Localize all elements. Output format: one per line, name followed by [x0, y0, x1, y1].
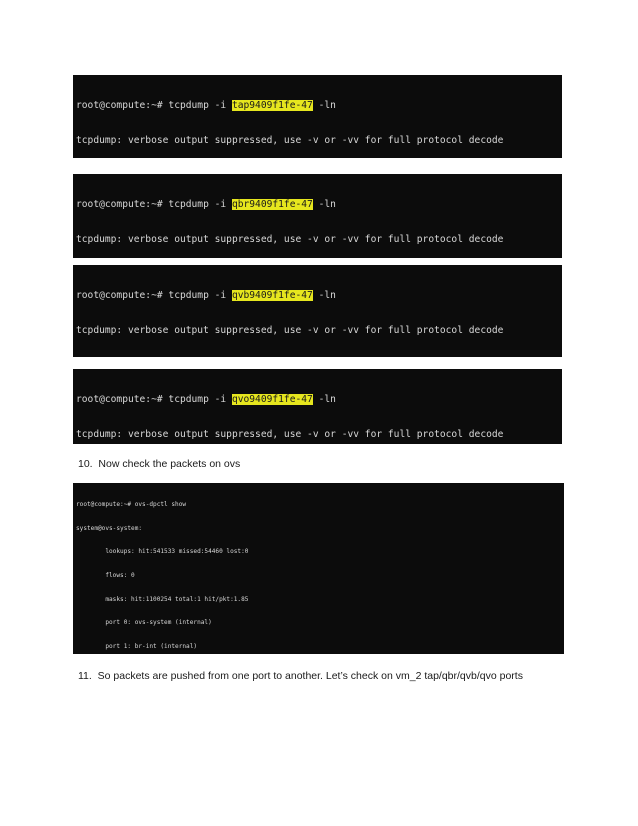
interface-highlight: tap9409f1fe-47	[231, 100, 313, 112]
prompt-text: root@compute:~# tcpdump -i	[76, 100, 232, 112]
prompt-text: root@compute:~# tcpdump -i	[76, 290, 232, 302]
interface-highlight: qbr9409f1fe-47	[231, 199, 313, 211]
output-line: tcpdump: verbose output suppressed, use -v or -vv for full protocol decode	[76, 324, 504, 336]
output-line: tcpdump: verbose output suppressed, use -v or -vv for full protocol decode	[76, 428, 504, 440]
step-11-caption: 11. So packets are pushed from one port to another. Let’s check on vm_2 tap/qbr/qvb/qvo ports	[78, 670, 523, 682]
step-10-caption: 10. Now check the packets on ovs	[78, 458, 241, 470]
output-line: masks: hit:1100254 total:1 hit/pkt:1.85	[76, 595, 249, 603]
command-suffix: -ln	[312, 394, 336, 406]
command-line	[76, 394, 559, 406]
interface-highlight: qvb9409f1fe-47	[231, 290, 313, 302]
output-line: tcpdump: verbose output suppressed, use -v or -vv for full protocol decode	[76, 134, 504, 146]
output-line: lookups: hit:541533 missed:54460 lost:0	[76, 548, 249, 556]
prompt-text: root@compute:~# tcpdump -i	[76, 394, 232, 406]
output-line: flows: 0	[76, 571, 135, 579]
port-line: port 1: br-int (internal)	[76, 643, 198, 651]
command-line	[76, 290, 559, 302]
terminal-ovs-dpctl	[73, 483, 564, 654]
command-line: root@compute:~# ovs-dpctl show	[76, 500, 187, 508]
command-suffix: -ln	[312, 199, 336, 211]
port-line: port 0: ovs-system (internal)	[76, 619, 212, 627]
command-suffix: -ln	[312, 100, 336, 112]
output-line: tcpdump: verbose output suppressed, use -v or -vv for full protocol decode	[76, 233, 504, 245]
terminal-tap	[73, 75, 562, 158]
terminal-qvb	[73, 265, 562, 357]
terminal-qvo	[73, 369, 562, 444]
interface-highlight: qvo9409f1fe-47	[231, 394, 313, 406]
command-line	[76, 199, 559, 211]
command-suffix: -ln	[312, 290, 336, 302]
terminal-qbr	[73, 174, 562, 258]
prompt-text: root@compute:~# tcpdump -i	[76, 199, 232, 211]
command-line	[76, 100, 559, 112]
output-line: system@ovs-system:	[76, 524, 143, 532]
